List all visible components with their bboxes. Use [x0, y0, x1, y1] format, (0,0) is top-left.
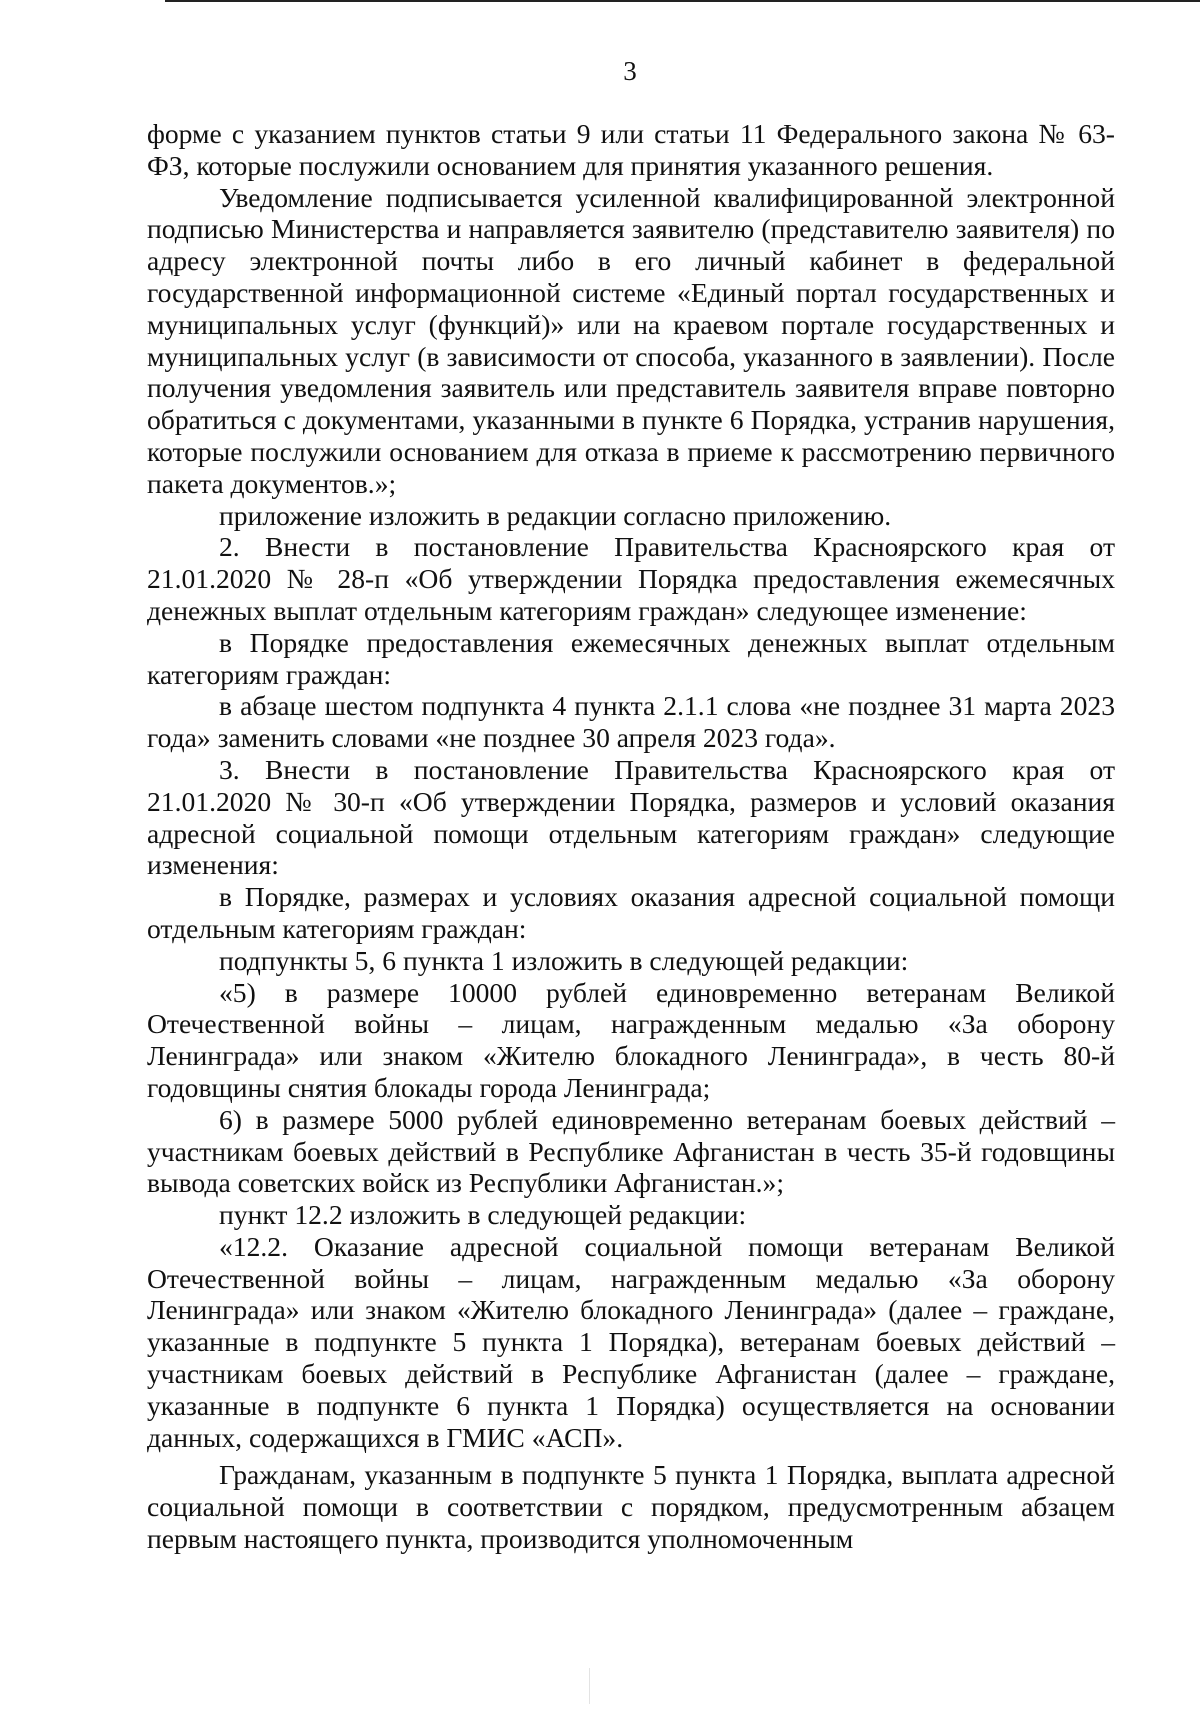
- paragraph-subitem-5: «5) в размере 10000 рублей единовременно ветеранам Великой Отечественной войны – лицам, награжденным медалью «За оборону Ленинграда» или знаком «Жителю блокадного Ленинграда», в честь 80-й годовщины снятия блокады города Ленинграда;: [147, 976, 1115, 1103]
- paragraph-item-12-2-intro: пункт 12.2 изложить в следующей редакции:: [219, 1199, 747, 1231]
- paragraph-subitems-5-6: подпункты 5, 6 пункта 1 изложить в следующей редакции:: [219, 944, 909, 976]
- paragraph-payment: Гражданам, указанным в подпункте 5 пункта 1 Порядка, выплата адресной социальной помощи в соответствии с порядком, предусмотренным абзацем первым настоящего пункта, производится уполномоченным: [147, 1459, 1115, 1555]
- document-body: [147, 118, 1115, 1555]
- paragraph-notification: Уведомление подписывается усиленной квалифицированной электронной подписью Министерства и направляется заявителю (представителю заявителя) по адресу электронной почты либо в его личный кабинет в федеральной государственной информационной системе «Единый портал государственных и муниципальных услуг (функций)» или на краевом портале государственных и муниципальных услуг (в зависимости от способа, указанного в заявлении). После получения уведомления заявитель или представитель заявителя вправе повторно обратиться с документами, указанными в пункте 6 Порядка, устранив нарушения, которые послужили основанием для отказа в приеме к рассмотрению первичного пакета документов.»;: [147, 181, 1115, 499]
- paragraph-appendix: приложение изложить в редакции согласно приложению.: [219, 499, 892, 531]
- page-top-edge: [165, 0, 1200, 2]
- paragraph-item-12-2: «12.2. Оказание адресной социальной помощи ветеранам Великой Отечественной войны – лицам, награжденным медалью «За оборону Ленинграда» или знаком «Жителю блокадного Ленинграда» (далее – граждане, указанные в подпункте 5 пункта 1 Порядка), ветеранам боевых действий – участникам боевых действий в Республике Афганистан (далее – граждане, указанные в подпункте 6 пункта 1 Порядка) осуществляется на основании данных, содержащихся в ГМИС «АСП».: [147, 1230, 1115, 1453]
- scan-artifact: [589, 1668, 590, 1704]
- paragraph-social-assistance: в Порядке, размерах и условиях оказания адресной социальной помощи отдельным категориям граждан:: [147, 881, 1115, 944]
- paragraph-item-3: 3. Внести в постановление Правительства Красноярского края от 21.01.2020 № 30-п «Об утверждении Порядка, размеров и условий оказания адресной социальной помощи отдельным категориям граждан» следующие изменения:: [147, 753, 1115, 881]
- paragraph-deadline-change: в абзаце шестом подпункта 4 пункта 2.1.1 слова «не позднее 31 марта 2023 года» заменить словами «не позднее 30 апреля 2023 года».: [147, 690, 1115, 754]
- page-number: 3: [623, 56, 637, 86]
- paragraph-item-2: 2. Внести в постановление Правительства Красноярского края от 21.01.2020 № 28-п «Об утверждении Порядка предоставления ежемесячных денежных выплат отдельным категориям граждан» следующее изменение:: [147, 531, 1115, 626]
- paragraph-continuation: форме с указанием пунктов статьи 9 или статьи 11 Федерального закона № 63-ФЗ, которые послужили основанием для принятия указанного решения.: [147, 118, 1115, 181]
- paragraph-subitem-6: 6) в размере 5000 рублей единовременно ветеранам боевых действий – участникам боевых действий в Республике Афганистан в честь 35-й годовщины вывода советских войск из Республики Афганистан.»;: [147, 1103, 1115, 1199]
- paragraph-monthly-payments: в Порядке предоставления ежемесячных денежных выплат отдельным категориям граждан:: [147, 626, 1115, 690]
